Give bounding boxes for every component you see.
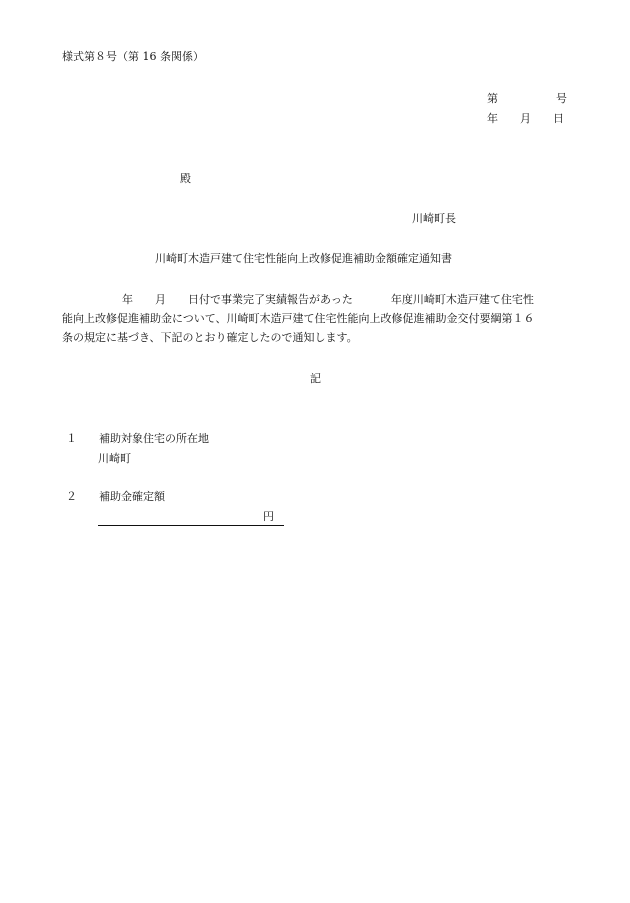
- document-date: [487, 112, 564, 126]
- form-number: 様式第８号（第 16 条関係）: [62, 50, 204, 63]
- body-day-text: 日付で事業完了実績報告があった: [188, 293, 353, 306]
- item-1-number: １: [66, 432, 77, 445]
- item-2-number: ２: [66, 490, 77, 503]
- body-year: 年: [122, 293, 133, 306]
- item-2-text: 補助金確定額: [99, 490, 165, 503]
- document-number: [487, 92, 567, 106]
- item-1-label: [66, 432, 209, 446]
- sender-name: 川崎町長: [412, 212, 456, 225]
- item-2-label: [66, 490, 165, 504]
- record-heading: 記: [310, 372, 321, 385]
- document-title: 川崎町木造戸建て住宅性能向上改修促進補助金額確定通知書: [155, 252, 452, 265]
- amount-unit: 円: [263, 510, 274, 523]
- body-line-1-rest: 年度川崎町木造戸建て住宅性: [390, 293, 534, 306]
- date-year: 年: [487, 112, 498, 125]
- body-text: [62, 290, 582, 347]
- date-month: 月: [520, 112, 531, 125]
- body-line-1: [62, 290, 582, 309]
- body-line-3: 条の規定に基づき、下記のとおり確定したので通知します。: [62, 331, 358, 344]
- body-line-2: 能向上改修促進補助金について、川崎町木造戸建て住宅性能向上改修促進補助金交付要綱第１６: [62, 312, 535, 325]
- date-day: 日: [553, 112, 564, 125]
- amount-field: [98, 510, 284, 526]
- body-month: 月: [155, 293, 166, 306]
- addressee: 殿: [180, 172, 191, 185]
- doc-number-prefix: 第: [487, 92, 498, 105]
- item-1-text: 補助対象住宅の所在地: [99, 432, 209, 445]
- item-1-value: 川崎町: [98, 452, 131, 465]
- doc-number-suffix: 号: [556, 92, 567, 105]
